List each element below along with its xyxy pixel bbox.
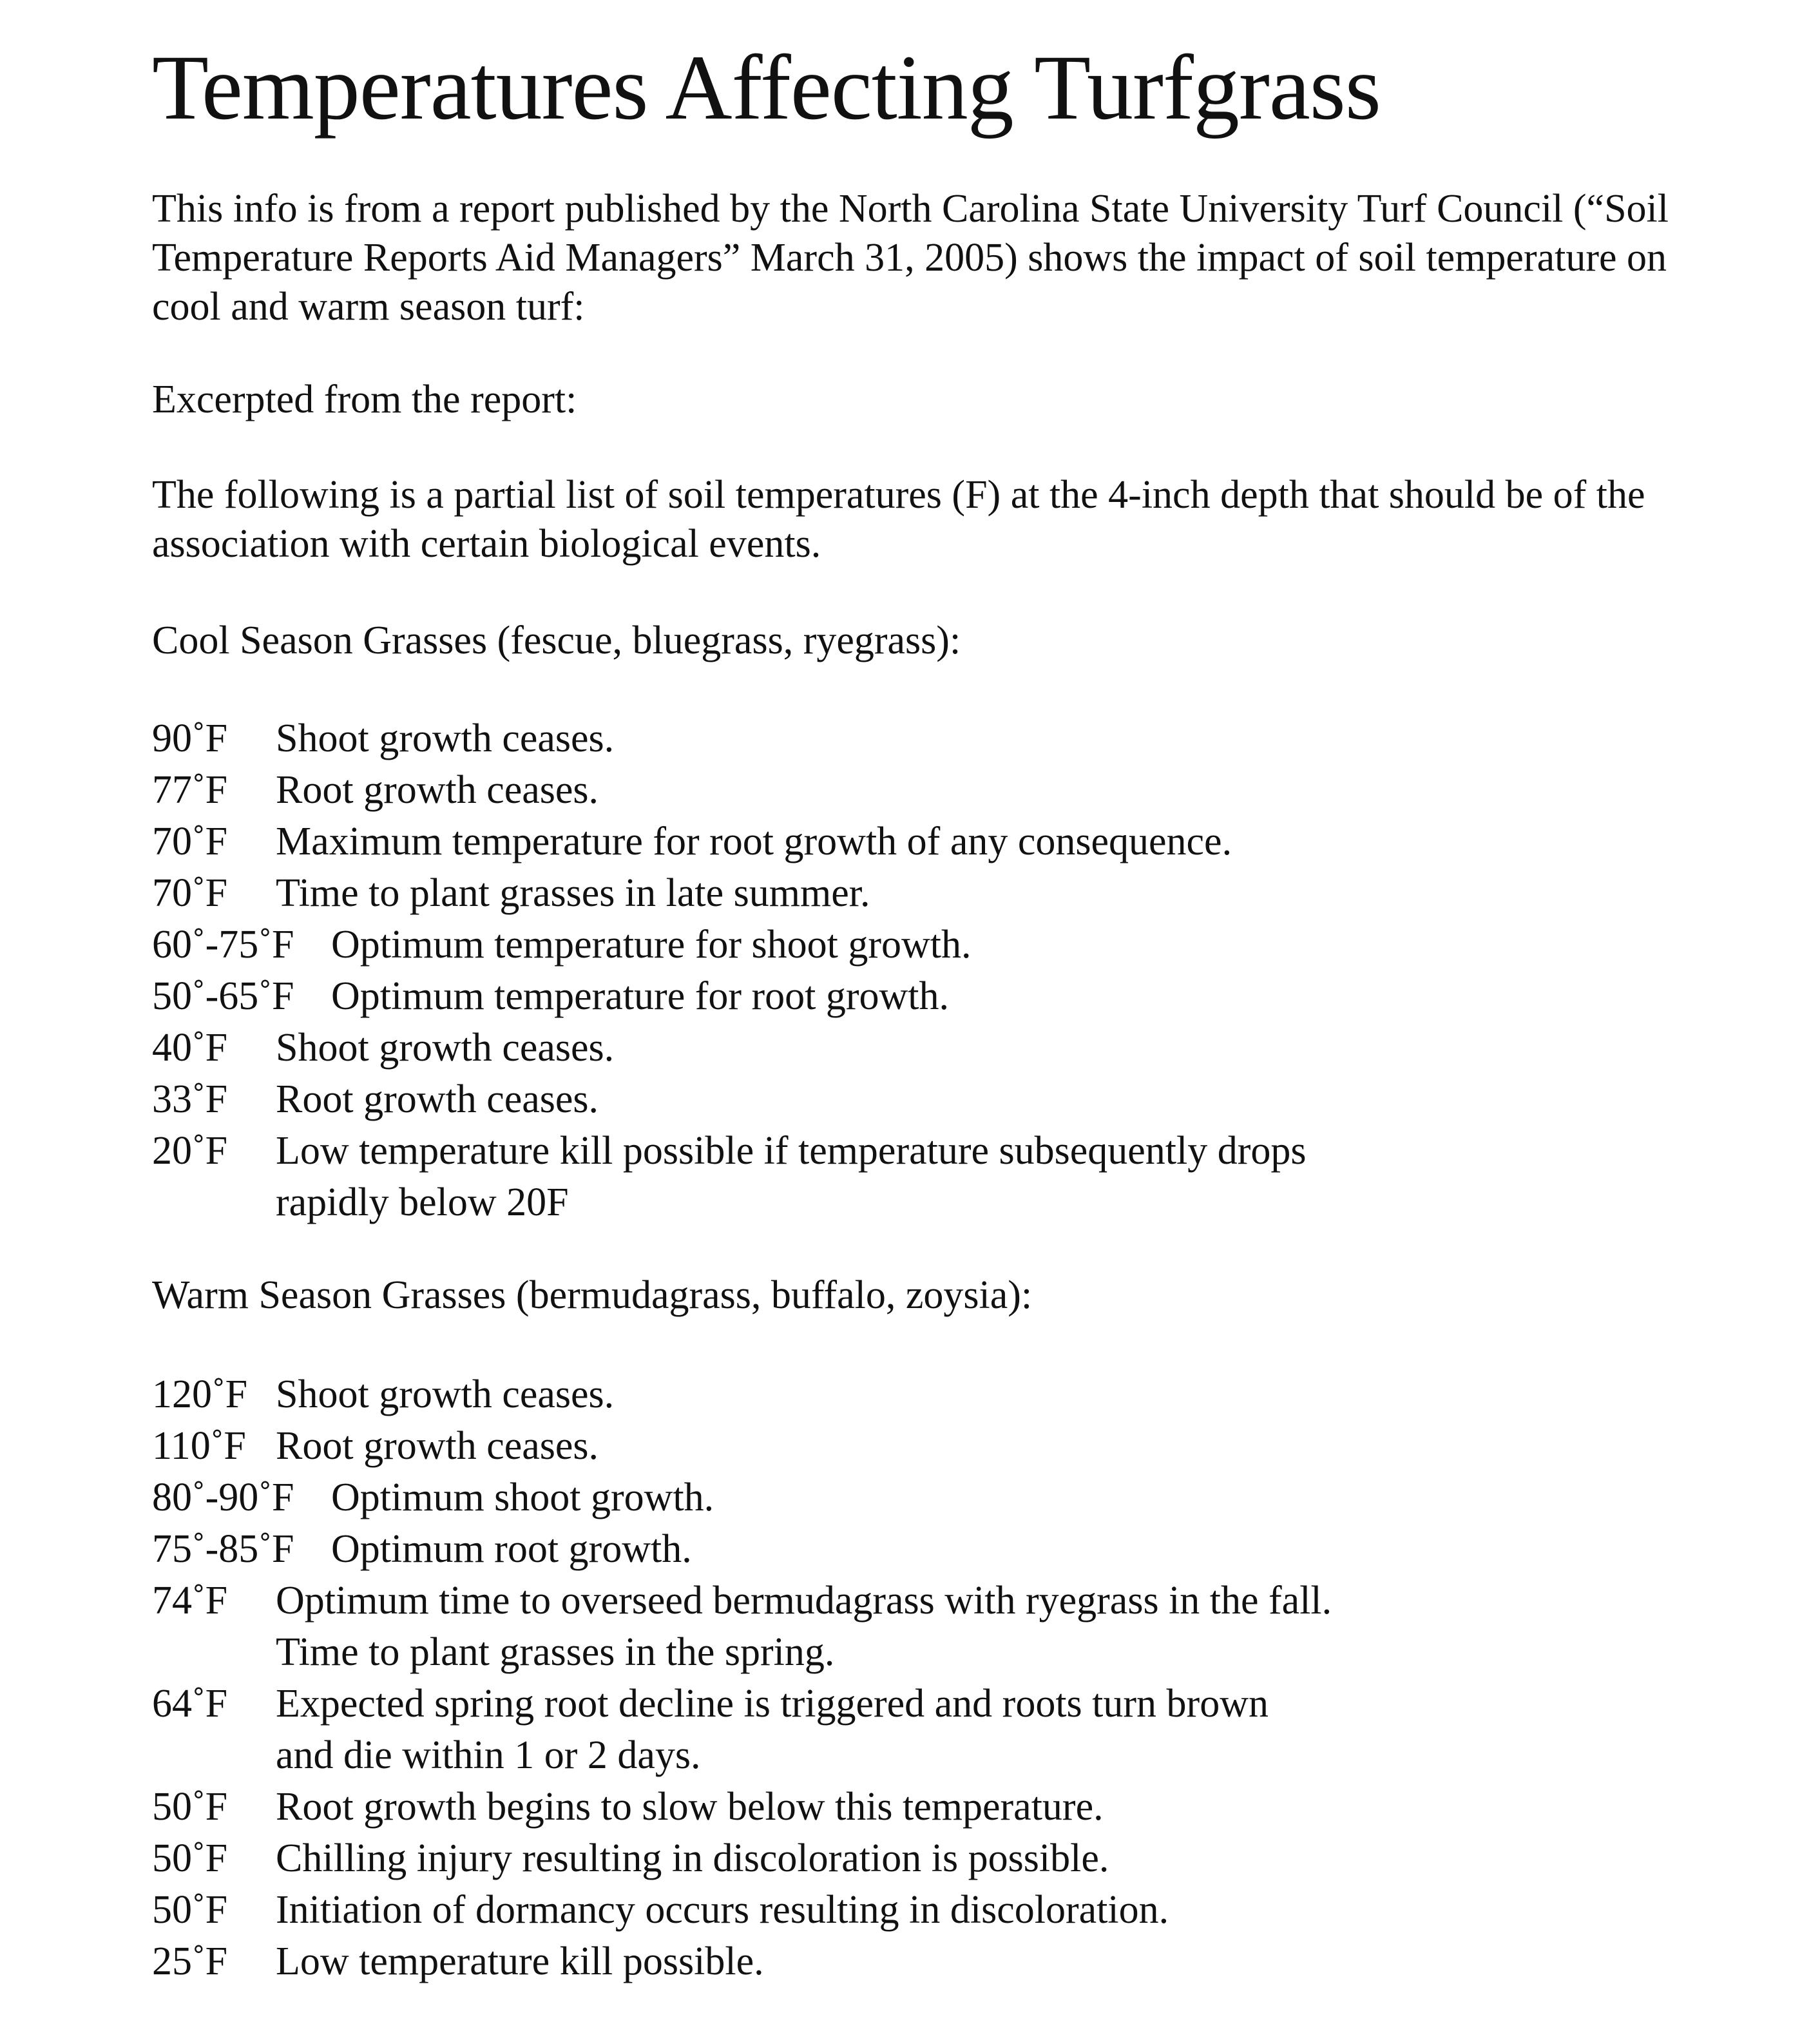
temperature-value: 77˚F (152, 768, 228, 812)
temperature-range: 80˚-90˚F (152, 1476, 294, 1519)
page-title: Temperatures Affecting Turfgrass (152, 37, 1381, 139)
event-description: Expected spring root decline is triggered and roots turn brown and die within 1 or 2 days. (276, 1682, 1269, 1777)
event-description: Shoot growth ceases. (276, 1026, 615, 1070)
temperature-value: 70˚F (152, 871, 228, 915)
intro-paragraph: This info is from a report published by the North Carolina State University Turf Council (“Soil Temperature Reports Aid Managers” March 31, 2005) shows the impact of soil temperature on cool and warm season turf: (152, 187, 1669, 329)
temperature-range: 50˚-65˚F (152, 974, 294, 1018)
event-description: Root growth ceases. (276, 1077, 599, 1121)
event-description: Low temperature kill possible. (276, 1940, 764, 1983)
temperature-value: 90˚F (152, 717, 228, 760)
warm-season-list (152, 1369, 1698, 1987)
event-description: Initiation of dormancy occurs resulting in discoloration. (276, 1888, 1169, 1932)
temperature-value: 50˚F (152, 1785, 228, 1829)
event-description: Root growth begins to slow below this temperature. (276, 1785, 1104, 1829)
cool-season-list (152, 713, 1698, 1228)
event-description: Optimum temperature for root growth. (331, 974, 950, 1018)
temperature-value: 20˚F (152, 1129, 228, 1173)
temperature-value: 74˚F (152, 1579, 228, 1622)
temperature-value: 25˚F (152, 1940, 228, 1983)
temperature-value: 33˚F (152, 1077, 228, 1121)
list-item (152, 1833, 1698, 1884)
temperature-range: 60˚-75˚F (152, 923, 294, 967)
list-item (152, 919, 1698, 970)
list-item (152, 1936, 1698, 1987)
list-item (152, 867, 1698, 919)
list-item (152, 1575, 1698, 1678)
temperature-value: 50˚F (152, 1836, 228, 1880)
list-item (152, 1678, 1698, 1781)
excerpt-label: Excerpted from the report: (152, 378, 577, 421)
temperature-value: 40˚F (152, 1026, 228, 1070)
list-item (152, 970, 1698, 1022)
list-item (152, 1022, 1698, 1074)
list-item (152, 764, 1698, 816)
temperature-value: 50˚F (152, 1888, 228, 1932)
list-item (152, 1472, 1698, 1523)
event-description: Root growth ceases. (276, 1424, 599, 1468)
event-description: Low temperature kill possible if temperature subsequently drops rapidly below 20F (276, 1129, 1307, 1224)
cool-season-heading: Cool Season Grasses (fescue, bluegrass, ryegrass): (152, 619, 961, 662)
warm-season-heading: Warm Season Grasses (bermudagrass, buffalo, zoysia): (152, 1273, 1033, 1317)
temperature-value: 110˚F (152, 1424, 246, 1468)
list-item (152, 1420, 1698, 1472)
event-description: Optimum root growth. (331, 1527, 692, 1571)
event-description: Root growth ceases. (276, 768, 599, 812)
event-description: Maximum temperature for root growth of any consequence. (276, 820, 1232, 863)
event-description: Time to plant grasses in late summer. (276, 871, 870, 915)
list-item (152, 1369, 1698, 1420)
event-description: Shoot growth ceases. (276, 717, 615, 760)
list-item (152, 1781, 1698, 1833)
temperature-value: 70˚F (152, 820, 228, 863)
event-description: Optimum shoot growth. (331, 1476, 714, 1519)
following-paragraph: The following is a partial list of soil temperatures (F) at the 4-inch depth that should be of the association with certain biological events. (152, 473, 1645, 566)
list-item (152, 1523, 1698, 1575)
list-item (152, 1884, 1698, 1936)
temperature-value: 120˚F (152, 1372, 248, 1416)
list-item (152, 1074, 1698, 1125)
temperature-value: 64˚F (152, 1682, 228, 1726)
event-description: Shoot growth ceases. (276, 1372, 615, 1416)
event-description: Optimum temperature for shoot growth. (331, 923, 972, 967)
temperature-range: 75˚-85˚F (152, 1527, 294, 1571)
list-item (152, 1125, 1698, 1228)
list-item (152, 816, 1698, 867)
event-description: Chilling injury resulting in discoloration is possible. (276, 1836, 1109, 1880)
event-description: Optimum time to overseed bermudagrass with ryegrass in the fall. Time to plant grasses in the spring. (276, 1579, 1332, 1674)
list-item (152, 713, 1698, 764)
